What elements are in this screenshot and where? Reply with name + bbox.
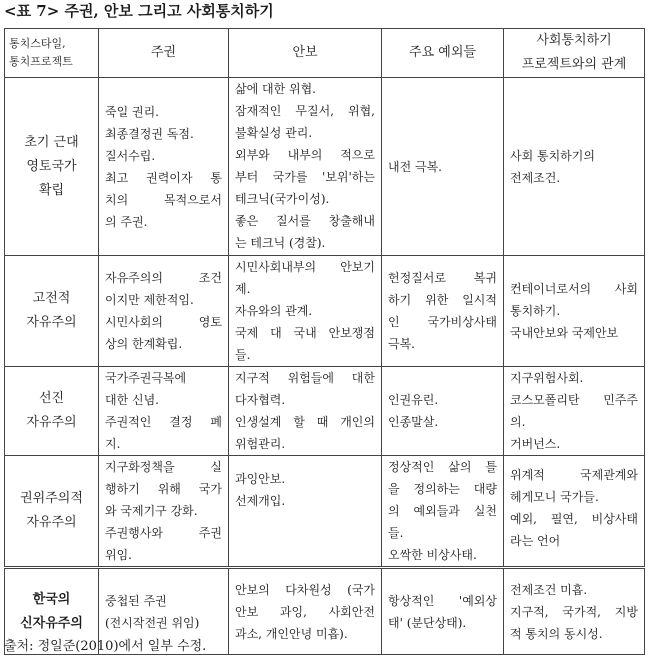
cell-line: 인 국가비상사태 — [388, 315, 497, 329]
cell-line: 죽일 권리. — [105, 104, 159, 119]
cell-line: 대한 신념. — [105, 393, 159, 407]
cell-line: 내전 극복. — [388, 159, 442, 174]
table-title: <표 7> 주권, 안보 그리고 사회통치하기 — [4, 2, 274, 20]
cell-line: 자유와의 관계. — [235, 304, 313, 318]
row-label — [5, 256, 99, 367]
cell-relation — [504, 367, 645, 456]
cell-line: 지구위험사회. — [510, 371, 584, 385]
cell-line: 의 예외들과 실천 — [388, 504, 497, 518]
cell-line: 지. — [105, 437, 121, 451]
cell-line: (전시작전권 위임) — [105, 615, 200, 630]
table-row — [5, 256, 645, 367]
cell-relation — [504, 456, 645, 568]
table-row — [5, 367, 645, 456]
cell-line: 하기 위한 일시적 — [388, 293, 497, 307]
cell-line: 헌정질서로 복귀 — [388, 271, 497, 285]
cell-line: 삶에 대한 위협. — [235, 82, 316, 96]
header-security: 안보 — [229, 29, 382, 78]
cell-line: 의. — [510, 415, 526, 429]
row-label-line: 고전적 — [32, 291, 71, 306]
cell-line: 항상적인 '예외상 — [388, 593, 497, 608]
row-label-line: 권위주의적 — [20, 491, 83, 506]
cell-security — [229, 568, 382, 655]
cell-line: 의 주권. — [105, 214, 148, 229]
cell-line: 주권적인 결정 폐 — [105, 415, 222, 429]
cell-relation — [504, 78, 645, 256]
cell-line: 정상적인 삶의 틀 — [388, 460, 497, 474]
cell-sovereignty — [99, 256, 229, 367]
cell-exceptions — [382, 568, 504, 655]
cell-line: 와 국제기구 강화. — [105, 504, 198, 518]
sovereignty-table — [4, 28, 645, 655]
header-style-line: 통치스타일, — [9, 37, 66, 50]
header-sovereignty: 주권 — [99, 29, 229, 78]
cell-sovereignty — [99, 367, 229, 456]
cell-line: 인생설계 할 때 개인의 — [235, 415, 375, 429]
row-label-line: 자유주의 — [26, 315, 77, 330]
cell-line: 국내안보와 국제안보 — [510, 326, 619, 340]
cell-line: 라는 언어 — [510, 534, 561, 548]
header-relation-line: 프로젝트와의 관계 — [521, 57, 627, 72]
cell-exceptions — [382, 456, 504, 568]
cell-line: 최고 권력이자 통 — [105, 170, 222, 185]
cell-line: 최종결정권 독점. — [105, 126, 194, 141]
row-label — [5, 78, 99, 256]
cell-line: 코스모폴리탄 민주주 — [510, 393, 638, 407]
cell-line: 안보 과잉, 사회안전 — [235, 604, 375, 619]
cell-line: 선제개입. — [235, 494, 286, 508]
cell-line: 들. — [388, 526, 404, 540]
cell-line: 지구적, 국가적, 지방 — [510, 604, 638, 619]
cell-line: 이지만 제한적임. — [105, 293, 194, 307]
cell-line: 질서수립. — [105, 148, 156, 163]
row-label-line: 자유주의 — [26, 515, 77, 530]
row-label — [5, 456, 99, 568]
cell-line: 시민사회의 영토 — [105, 315, 222, 329]
cell-line: 국가주권극복에 — [105, 371, 187, 385]
cell-line: 예외, 필연, 비상사태 — [510, 512, 638, 526]
cell-line: 자유주의의 조건 — [105, 271, 222, 285]
cell-line: 시민사회내부의 안보기 — [235, 260, 375, 274]
cell-line: 위계적 국제관계와 — [510, 468, 638, 482]
cell-line: 적 통치의 동시성. — [510, 626, 603, 641]
cell-line: 거버넌스. — [510, 437, 561, 451]
table-row — [5, 456, 645, 568]
cell-line: 과소, 개인안녕 미흡). — [235, 626, 348, 641]
header-relation-line: 사회통치하기 — [536, 33, 612, 48]
cell-line: 부터 국가를 '보위'하는 — [235, 170, 375, 184]
cell-line: 지구화정책을 실 — [105, 460, 222, 474]
table-row — [5, 78, 645, 256]
cell-exceptions — [382, 256, 504, 367]
cell-line: 잠재적인 무질서, 위협, — [235, 104, 375, 118]
cell-line: 주권행사와 주권 — [105, 526, 222, 540]
row-label-line: 한국의 — [32, 591, 71, 607]
row-label-line: 영토국가 — [26, 158, 77, 174]
cell-sovereignty — [99, 78, 229, 256]
cell-line: 안보의 다차원성 (국가 — [235, 582, 375, 597]
cell-security — [229, 367, 382, 456]
cell-line: 위임. — [105, 548, 132, 562]
cell-line: 헤게모니 국가들. — [510, 490, 599, 504]
cell-line: 극복. — [388, 337, 415, 351]
cell-security — [229, 456, 382, 568]
cell-line: 불확실성 관리. — [235, 126, 313, 140]
cell-line: 국제 대 국내 안보쟁점 — [235, 326, 375, 340]
cell-line: 외부와 내부의 적으로 — [235, 148, 375, 162]
cell-line: 지구적 위험들에 대한 — [235, 371, 375, 385]
row-label-line: 확립 — [38, 182, 65, 198]
cell-line: 행하기 위해 국가 — [105, 482, 222, 496]
cell-security — [229, 256, 382, 367]
row-label-line: 초기 근대 — [24, 134, 79, 150]
cell-line: 전제조건 미흡. — [510, 582, 588, 597]
cell-exceptions — [382, 367, 504, 456]
row-label-line: 자유주의 — [26, 415, 77, 430]
cell-sovereignty — [99, 456, 229, 568]
cell-line: 인종말살. — [388, 415, 439, 429]
cell-line: 전제조건. — [510, 170, 561, 185]
cell-line: 상의 한계확립. — [105, 337, 183, 351]
cell-line: 위험관리. — [235, 437, 286, 451]
cell-line: 인권유린. — [388, 393, 439, 407]
cell-line: 다자협력. — [235, 393, 286, 407]
cell-line: 중첩된 주권 — [105, 593, 167, 608]
cell-line: 사회 통치하기의 — [510, 148, 595, 163]
header-relation — [504, 29, 645, 78]
header-exceptions: 주요 예외들 — [382, 29, 504, 78]
cell-security — [229, 78, 382, 256]
cell-relation — [504, 256, 645, 367]
table-header-row — [5, 29, 645, 78]
cell-line: 과잉안보. — [235, 472, 286, 486]
cell-line: 컨테이너로서의 사회 — [510, 282, 638, 296]
cell-line: 제. — [235, 282, 251, 296]
cell-line: 오싹한 비상사태. — [388, 548, 477, 562]
header-style — [5, 29, 99, 78]
cell-line: 치의 목적으로서 — [105, 192, 222, 207]
cell-line: 좋은 질서를 창출해내 — [235, 214, 375, 228]
row-label-line: 신자유주의 — [20, 615, 83, 631]
cell-line: 는 테크닉 (경찰). — [235, 236, 326, 250]
cell-exceptions — [382, 78, 504, 256]
source-note: 출처: 정일준(2010)에서 일부 수정. — [4, 639, 207, 654]
cell-line: 태' (분단상태). — [388, 615, 467, 630]
cell-line: 통치하기. — [510, 304, 561, 318]
header-style-line: 통치프로젝트 — [9, 55, 73, 68]
cell-line: 테크닉(국가이성). — [235, 192, 330, 206]
cell-line: 을 정의하는 대량 — [388, 482, 497, 496]
cell-line: 들. — [235, 348, 251, 362]
cell-relation — [504, 568, 645, 655]
row-label — [5, 367, 99, 456]
row-label-line: 선진 — [38, 391, 65, 406]
